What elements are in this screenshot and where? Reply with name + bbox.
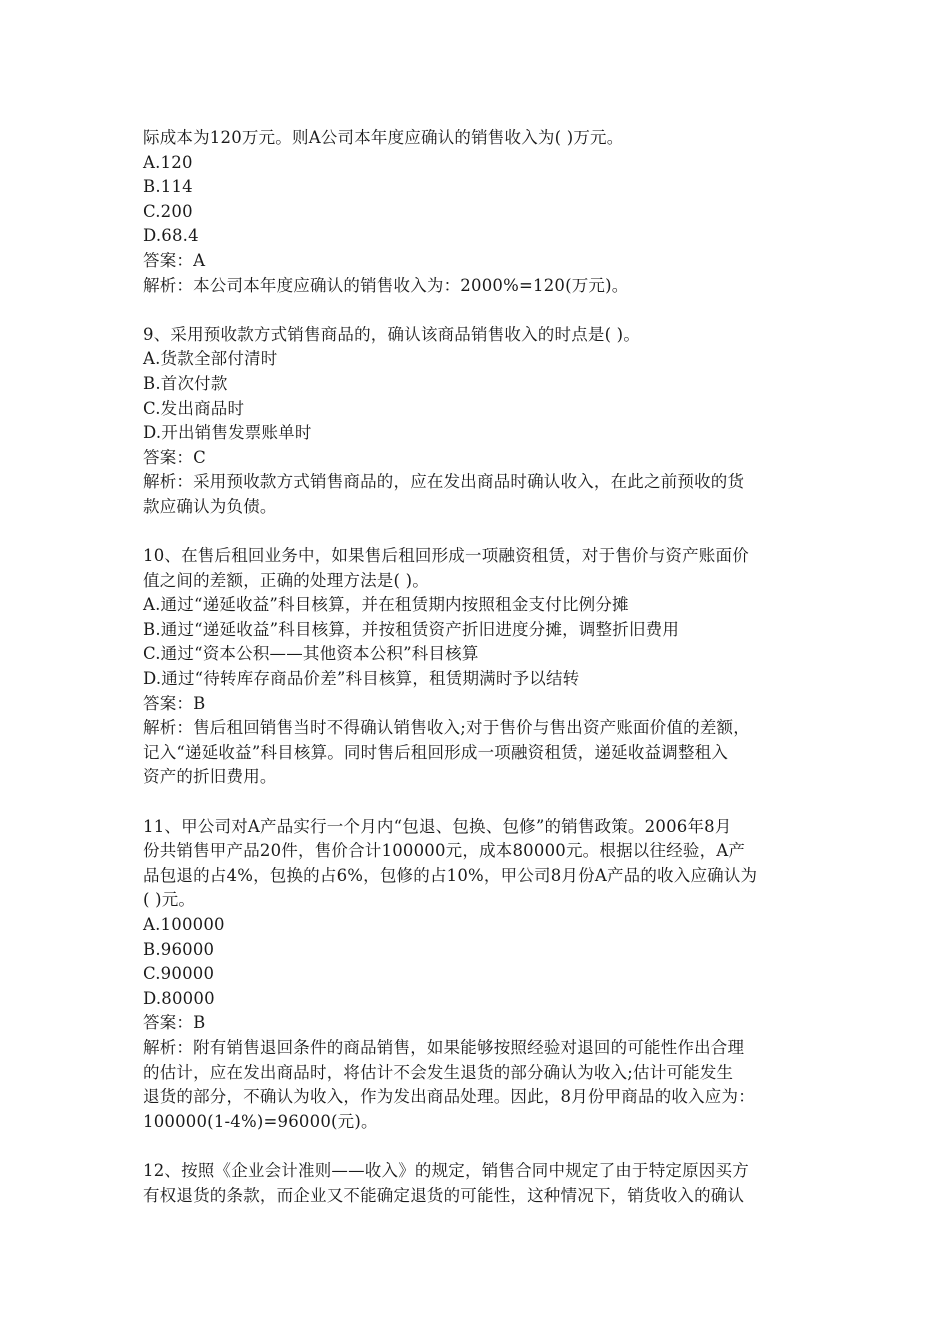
explanation-continued: 资产的折旧费用。 bbox=[143, 767, 277, 787]
option-b: B.114 bbox=[143, 177, 193, 197]
question-11 bbox=[143, 815, 808, 1135]
document-page bbox=[143, 126, 808, 1208]
explanation: 解析：采用预收款方式销售商品的，应在发出商品时确认收入，在此之前预收的货 bbox=[143, 472, 745, 492]
option-d: D.68.4 bbox=[143, 226, 199, 246]
answer: 答案：B bbox=[143, 693, 206, 713]
explanation-continued: 退货的部分，不确认为收入，作为发出商品处理。因此，8月份甲商品的收入应为： bbox=[143, 1087, 755, 1107]
question-text: 11、甲公司对A产品实行一个月内“包退、包换、包修”的销售政策。2006年8月 bbox=[143, 816, 732, 836]
question-9 bbox=[143, 323, 808, 520]
option-c: C.发出商品时 bbox=[143, 398, 245, 418]
block-spacer bbox=[143, 520, 808, 545]
question-10 bbox=[143, 544, 808, 790]
block-spacer bbox=[143, 790, 808, 815]
explanation-continued: 的估计，应在发出商品时，将估计不会发生退货的部分确认为收入;估计可能发生 bbox=[143, 1062, 734, 1082]
explanation-continued: 款应确认为负债。 bbox=[143, 496, 277, 516]
explanation: 解析：本公司本年度应确认的销售收入为：2000%=120(万元)。 bbox=[143, 275, 629, 295]
explanation-continued: 100000(1-4%)=96000(元)。 bbox=[143, 1111, 378, 1131]
question-text-continued: 品包退的占4%，包换的占6%，包修的占10%，甲公司8月份A产品的收入应确认为 bbox=[143, 865, 758, 885]
option-d: D.80000 bbox=[143, 988, 215, 1008]
answer: 答案：A bbox=[143, 250, 206, 270]
option-c: C.通过“资本公积——其他资本公积”科目核算 bbox=[143, 644, 479, 664]
explanation: 解析：售后租回销售当时不得确认销售收入;对于售价与售出资产账面价值的差额， bbox=[143, 718, 750, 738]
option-d: D.开出销售发票账单时 bbox=[143, 423, 312, 443]
option-c: C.90000 bbox=[143, 964, 215, 984]
question-8-continuation bbox=[143, 126, 808, 298]
question-text-continued: ( )元。 bbox=[143, 890, 196, 910]
option-a: A.货款全部付清时 bbox=[143, 349, 278, 369]
question-12 bbox=[143, 1159, 808, 1208]
block-spacer bbox=[143, 298, 808, 323]
option-a: A.120 bbox=[143, 152, 193, 172]
explanation: 解析：附有销售退回条件的商品销售，如果能够按照经验对退回的可能性作出合理 bbox=[143, 1037, 745, 1057]
question-text: 12、按照《企业会计准则——收入》的规定，销售合同中规定了由于特定原因买方 bbox=[143, 1160, 749, 1180]
answer: 答案：C bbox=[143, 447, 206, 467]
question-text-continued: 值之间的差额，正确的处理方法是( )。 bbox=[143, 570, 429, 590]
question-text-continued: 有权退货的条款，而企业又不能确定退货的可能性，这种情况下，销货收入的确认 bbox=[143, 1185, 745, 1205]
question-text: 9、采用预收款方式销售商品的，确认该商品销售收入的时点是( )。 bbox=[143, 324, 641, 344]
question-text-continued: 份共销售甲产品20件，售价合计100000元，成本80000元。根据以往经验，A产 bbox=[143, 841, 746, 861]
option-a: A.通过“递延收益”科目核算，并在租赁期内按照租金支付比例分摊 bbox=[143, 595, 629, 615]
option-c: C.200 bbox=[143, 201, 193, 221]
option-b: B.96000 bbox=[143, 939, 215, 959]
option-b: B.通过“递延收益”科目核算，并按租赁资产折旧进度分摊，调整折旧费用 bbox=[143, 619, 680, 639]
question-text: 10、在售后租回业务中，如果售后租回形成一项融资租赁，对于售价与资产账面价 bbox=[143, 546, 749, 566]
answer: 答案：B bbox=[143, 1013, 206, 1033]
explanation-continued: 记入“递延收益”科目核算。同时售后租回形成一项融资租赁，递延收益调整租入 bbox=[143, 742, 729, 762]
option-d: D.通过“待转库存商品价差”科目核算，租赁期满时予以结转 bbox=[143, 669, 580, 689]
block-spacer bbox=[143, 1134, 808, 1159]
option-a: A.100000 bbox=[143, 915, 225, 934]
option-b: B.首次付款 bbox=[143, 373, 228, 393]
question-text: 际成本为120万元。则A公司本年度应确认的销售收入为( )万元。 bbox=[143, 128, 624, 147]
